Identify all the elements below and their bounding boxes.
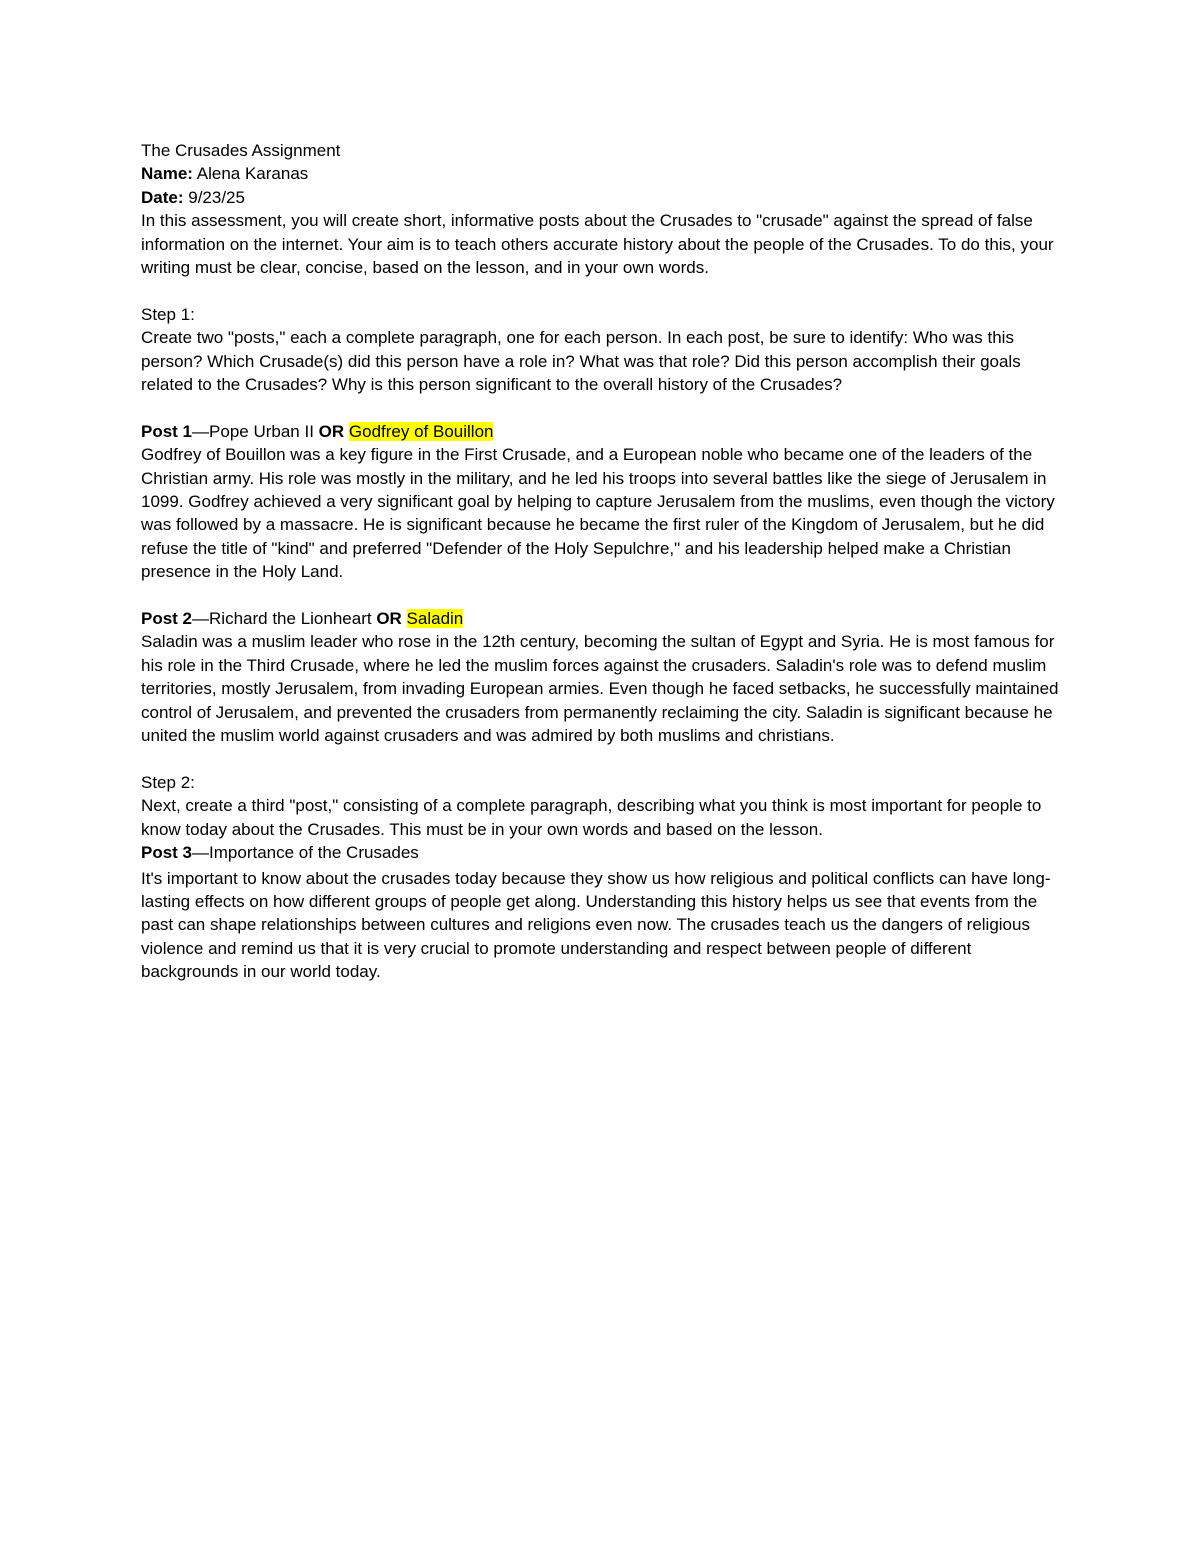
post1-heading: [141, 420, 1061, 443]
post2-option1: —Richard the Lionheart: [192, 609, 377, 629]
post3-body: It's important to know about the crusades today because they show us how religious and political conflicts can have long-lasting effects on how different groups of people get along. Understanding this history helps us see that events from the past can shape relationships between cultures and religions even now. The crusades teach us the dangers of religious violence and remind us that it is very crucial to promote understanding and respect between people of different backgrounds in our world today.: [141, 868, 1051, 982]
date-line: [141, 186, 1061, 209]
name-value: Alena Karanas: [192, 164, 309, 184]
post3-title: —Importance of the Crusades: [192, 843, 419, 863]
post2-label: Post 2: [141, 609, 193, 629]
date-label: Date:: [141, 187, 184, 207]
step2-instructions: Next, create a third "post," consisting of a complete paragraph, describing what you think is most important for people to know today about the Crusades. This must be in your own words and based on the lesson.: [141, 796, 1042, 839]
name-label: Name:: [141, 164, 193, 184]
step2-heading: Step 2:: [141, 772, 195, 792]
post2-or: OR: [376, 609, 402, 629]
date-value: 9/23/25: [183, 187, 245, 207]
spacer: [141, 396, 1061, 419]
post1-body: Godfrey of Bouillon was a key figure in the First Crusade, and a European noble who became one of the leaders of the Christian army. His role was mostly in the military, and he led his troops into several battles like the siege of Jerusalem in 1099. Godfrey achieved a very significant goal by helping to capture Jerusalem from the muslims, even though the victory was followed by a massacre. He is significant because he became the first ruler of the Kingdom of Jerusalem, but he did refuse the title of "kind" and preferred "Defender of the Holy Sepulchre," and his leadership helped make a Christian presence in the Holy Land.: [141, 445, 1055, 582]
document-title: The Crusades Assignment: [141, 141, 341, 160]
step1-heading: Step 1:: [141, 304, 195, 324]
intro-paragraph: In this assessment, you will create short, informative posts about the Crusades to "crusade" against the spread of false information on the internet. Your aim is to teach others accurate history about the people of the Crusades. To do this, your writing must be clear, concise, based on the lesson, and in your own words.: [141, 211, 1054, 278]
post2-heading: [141, 607, 1061, 630]
step1-instructions: Create two "posts," each a complete paragraph, one for each person. In each post, be sure to identify: Who was this person? Which Crusade(s) did this person have a role in? What was that role? Did this person accomplish their goals related to the Crusades? Why is this person significant to the overall history of the Crusades?: [141, 328, 1021, 395]
post2-body: Saladin was a muslim leader who rose in the 12th century, becoming the sultan of Egypt and Syria. He is most famous for his role in the Third Crusade, where he led the muslim forces against the crusaders. Saladin's role was to defend muslim territories, mostly Jerusalem, from invading European armies. Even though he faced setbacks, he successfully maintained control of Jerusalem, and prevented the crusaders from permanently reclaiming the city. Saladin is significant because he united the muslim world against crusaders and was admired by both muslims and christians.: [141, 632, 1059, 746]
name-line: [141, 162, 1061, 185]
post3-heading: [141, 841, 1061, 864]
post2-space: [402, 609, 407, 628]
post3-label: Post 3: [141, 843, 193, 863]
post1-label: Post 1: [141, 421, 193, 441]
spacer: [141, 748, 1061, 771]
post2-option2-highlighted: Saladin: [406, 609, 464, 629]
spacer: [141, 584, 1061, 607]
post1-or: OR: [318, 421, 345, 441]
post1-option1: —Pope Urban II: [192, 421, 319, 441]
post1-option2-highlighted: Godfrey of Bouillon: [348, 421, 494, 441]
spacer: [141, 279, 1061, 302]
document-page: [141, 139, 1061, 984]
